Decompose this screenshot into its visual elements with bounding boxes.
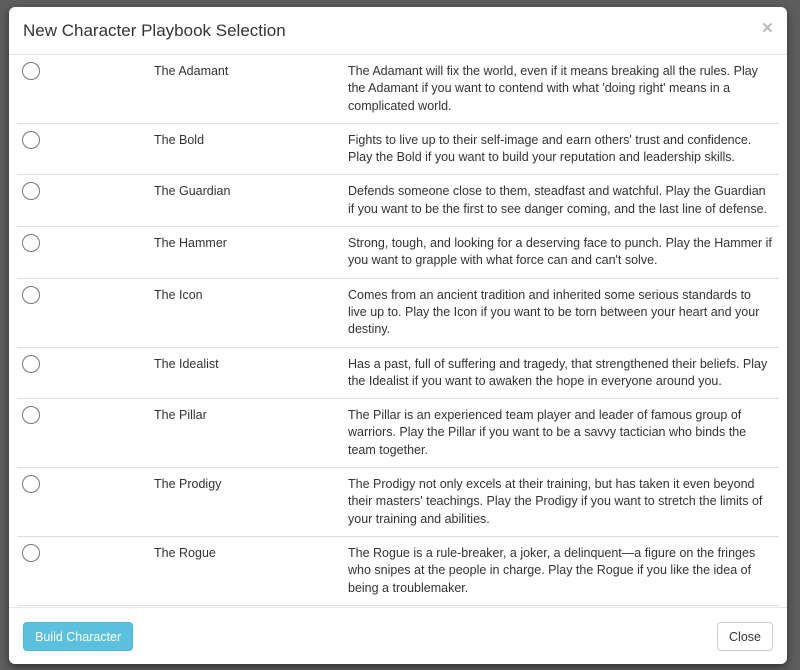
playbook-row[interactable] bbox=[17, 55, 779, 123]
playbook-description: The Adamant will fix the world, even if it means breaking all the rules. Play the Adamant if you want to contend with what 'doing right' means in a complicated world. bbox=[342, 55, 779, 123]
radio-cell bbox=[17, 468, 148, 537]
playbook-table bbox=[17, 55, 779, 608]
radio-cell bbox=[17, 278, 148, 347]
playbook-row[interactable] bbox=[17, 278, 779, 347]
close-icon[interactable]: × bbox=[761, 18, 773, 39]
playbook-row[interactable] bbox=[17, 227, 779, 279]
playbook-radio[interactable] bbox=[22, 62, 40, 80]
playbook-radio[interactable] bbox=[22, 182, 40, 200]
close-button[interactable]: Close bbox=[717, 622, 773, 651]
playbook-description: Strong, tough, and looking for a deserving face to punch. Play the Hammer if you want to grapple with what force can and can't solve. bbox=[342, 227, 779, 279]
playbook-description: Has a past, full of suffering and tragedy, that strengthened their beliefs. Play the Idealist if you want to awaken the hope in everyone around you. bbox=[342, 347, 779, 399]
playbook-name: The Idealist bbox=[148, 347, 342, 399]
playbook-row[interactable] bbox=[17, 123, 779, 175]
playbook-radio[interactable] bbox=[22, 406, 40, 424]
playbook-radio[interactable] bbox=[22, 286, 40, 304]
playbook-name: The Icon bbox=[148, 278, 342, 347]
playbook-name: The Rogue bbox=[148, 536, 342, 605]
radio-cell bbox=[17, 227, 148, 279]
playbook-name: The Hammer bbox=[148, 227, 342, 279]
playbook-selection-modal bbox=[9, 7, 787, 664]
playbook-row[interactable] bbox=[17, 468, 779, 537]
modal-title: New Character Playbook Selection bbox=[23, 21, 286, 40]
radio-cell bbox=[17, 123, 148, 175]
playbook-description: Defends someone close to them, steadfast and watchful. Play the Guardian if you want to be the first to see danger coming, and the last line of defense. bbox=[342, 175, 779, 227]
playbook-name: The Bold bbox=[148, 123, 342, 175]
playbook-radio[interactable] bbox=[22, 355, 40, 373]
playbook-radio[interactable] bbox=[22, 234, 40, 252]
playbook-description: The Prodigy not only excels at their training, but has taken it even beyond their masters' teachings. Play the Prodigy if you want to stretch the limits of your training and abilities. bbox=[342, 468, 779, 537]
playbook-row[interactable] bbox=[17, 536, 779, 605]
modal-footer bbox=[9, 607, 787, 664]
radio-cell bbox=[17, 55, 148, 123]
playbook-radio[interactable] bbox=[22, 131, 40, 149]
playbook-description: Comes from an ancient tradition and inherited some serious standards to live up to. Play the Icon if you want to be torn between your heart and your destiny. bbox=[342, 278, 779, 347]
radio-cell bbox=[17, 347, 148, 399]
playbook-row[interactable] bbox=[17, 175, 779, 227]
build-character-button[interactable]: Build Character bbox=[23, 622, 133, 651]
modal-header bbox=[9, 7, 787, 55]
radio-cell bbox=[17, 536, 148, 605]
playbook-radio[interactable] bbox=[22, 475, 40, 493]
playbook-description: Fights to live up to their self-image and earn others' trust and confidence. Play the Bold if you want to build your reputation and leadership skills. bbox=[342, 123, 779, 175]
radio-cell bbox=[17, 399, 148, 468]
playbook-name: The Pillar bbox=[148, 399, 342, 468]
playbook-row[interactable] bbox=[17, 347, 779, 399]
modal-body bbox=[9, 55, 787, 608]
playbook-name: The Guardian bbox=[148, 175, 342, 227]
playbook-row[interactable] bbox=[17, 399, 779, 468]
playbook-name: The Adamant bbox=[148, 55, 342, 123]
playbook-radio[interactable] bbox=[22, 544, 40, 562]
playbook-description: The Rogue is a rule-breaker, a joker, a delinquent—a figure on the fringes who snipes at the people in charge. Play the Rogue if you like the idea of being a troublemaker. bbox=[342, 536, 779, 605]
playbook-description: The Pillar is an experienced team player and leader of famous group of warriors. Play the Pillar if you want to be a savvy tactician who binds the team together. bbox=[342, 399, 779, 468]
playbook-name: The Prodigy bbox=[148, 468, 342, 537]
radio-cell bbox=[17, 175, 148, 227]
